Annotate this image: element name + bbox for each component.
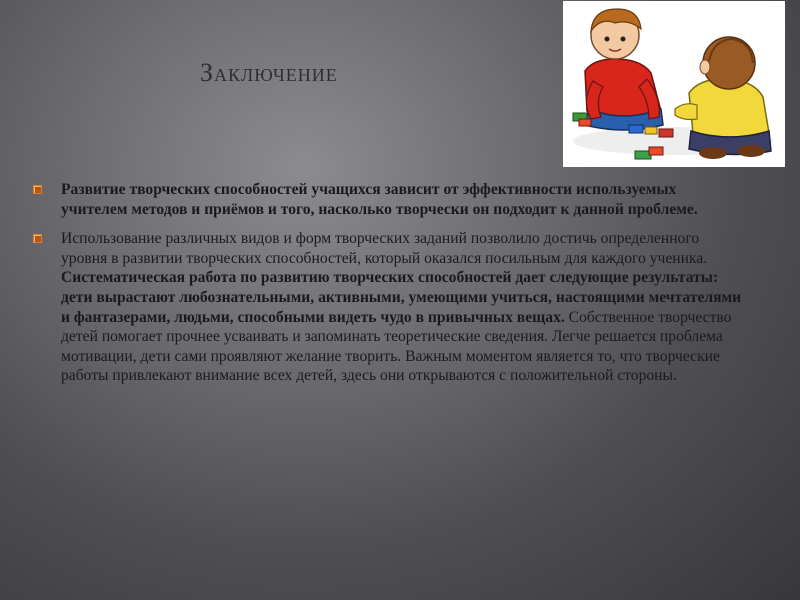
list-item: [32, 180, 744, 219]
bullet-text-outro: Собственное творчество детей помогает прочнее усваивать и запоминать теоретические сведения. Легче решается проблема мотивации, дети сами проявляют желание творить. Важным моментом является то, что творческие работы привлекают внимание всех детей, здесь они открываются с положительной стороны.: [61, 308, 732, 385]
children-playing-icon: [563, 1, 785, 167]
slide-title: Заключение: [200, 58, 338, 87]
bullet-text-bold: Систематическая работа по развитию творческих способностей дает следующие результаты: дети вырастают любознательными, активными, умеющими учиться, настоящими мечтателями и фантазерами, людьми, способными видеть чудо в привычных вещах.: [61, 269, 742, 326]
bullet-list: [32, 180, 744, 396]
bullet-square-icon: [33, 234, 42, 243]
list-item: [32, 229, 744, 386]
bullet-text-intro: Использование различных видов и форм творческих заданий позволило достичь определенного уровня в развитии творческих способностей, который оказался посильным для каждого ученика.: [61, 230, 708, 267]
bullet-text: Развитие творческих способностей учащихся зависит от эффективности используемых учителем методов и приёмов и того, насколько творчески он подходит к данной проблеме.: [61, 181, 698, 218]
children-playing-illustration: [563, 1, 785, 167]
bullet-square-icon: [33, 185, 42, 194]
